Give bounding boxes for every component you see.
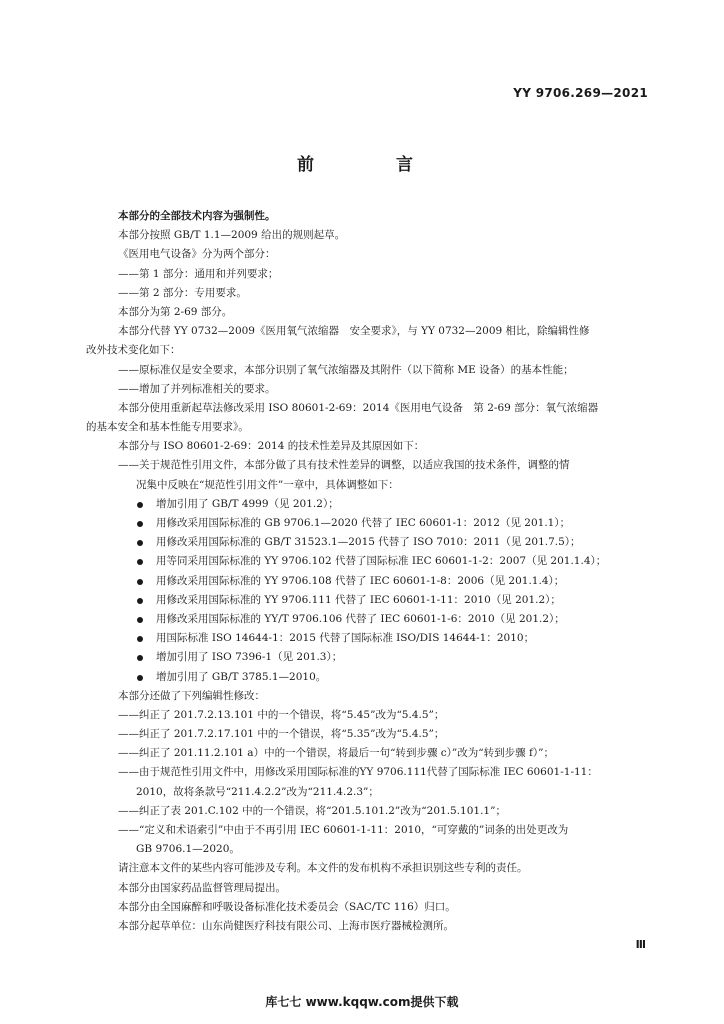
dash-item: ——关于规范性引用文件，本部分做了具有技术性差异的调整，以适应我国的技术条件，调整的情 xyxy=(118,459,570,472)
bullet-item xyxy=(112,552,644,571)
dash-item-continuation: 2010，故将条款号“211.4.2.2”改为“211.4.2.3”； xyxy=(136,785,379,798)
paragraph-line: 改外技术变化如下： xyxy=(86,344,181,357)
bullet-dot-icon xyxy=(137,502,143,508)
dash-item: ——纠正了 201.7.2.17.101 中的一个错误，将“5.35”改为“5.4.5”； xyxy=(118,728,445,741)
bullet-item xyxy=(112,533,644,552)
bullet-text: 用修改采用国际标准的 YY 9706.111 代替了 IEC 60601-1-11：2010（见 201.2）； xyxy=(156,593,561,606)
bullet-dot-icon xyxy=(137,598,143,604)
download-footer: 库七七 www.kqqw.com提供下载 xyxy=(265,995,459,1009)
mandatory-statement: 本部分的全部技术内容为强制性。 xyxy=(118,210,276,222)
bullet-item xyxy=(112,572,644,591)
bullet-text: 用修改采用国际标准的 GB/T 31523.1—2015 代替了 ISO 7010：2011（见 201.7.5）； xyxy=(156,536,581,549)
dash-item: ——纠正了表 201.C.102 中的一个错误，将“201.5.101.2”改为“201.5.101.1”； xyxy=(118,804,506,817)
dash-item: ——原标准仅是安全要求，本部分识别了氧气浓缩器及其附件（以下简称 ME 设备）的基本性能； xyxy=(118,363,574,376)
dash-item: ——纠正了 201.11.2.101 a）中的一个错误，将最后一句“转到步骤 c）”改为“转到步骤 f）”； xyxy=(118,747,554,760)
paragraph-line: 本部分为第 2-69 部分。 xyxy=(118,305,233,318)
dash-item: ——由于规范性引用文件中，用修改采用国际标准的YY 9706.111代替了国际标准 IEC 60601-1-11： xyxy=(118,766,598,779)
bullet-item xyxy=(112,495,644,514)
paragraph-line: 本部分代替 YY 0732—2009《医用氧气浓缩器 安全要求》，与 YY 0732—2009 相比，除编辑性修 xyxy=(118,325,590,338)
bullet-item xyxy=(112,629,644,648)
bullet-item xyxy=(112,514,644,533)
bullet-item xyxy=(112,668,644,687)
paragraph-line: 请注意本文件的某些内容可能涉及专利。本文件的发布机构不承担识别这些专利的责任。 xyxy=(118,862,528,875)
paragraph-line: 本部分与 ISO 80601-2-69：2014 的技术性差异及其原因如下： xyxy=(118,440,425,453)
dash-item: ——增加了并列标准相关的要求。 xyxy=(118,382,276,395)
bullet-item xyxy=(112,648,644,667)
paragraph-line: 本部分起草单位：山东尚健医疗科技有限公司、上海市医疗器械检测所。 xyxy=(118,919,454,932)
bullet-text: 增加引用了 GB/T 4999（见 201.2）； xyxy=(156,497,339,510)
dash-item: ——“定义和术语索引”中由于不再引用 IEC 60601-1-11：2010，“可穿戴的”词条的出处更改为 xyxy=(118,824,569,836)
dash-item-continuation: 况集中反映在“规范性引用文件”一章中，具体调整如下： xyxy=(136,478,399,491)
bullet-dot-icon xyxy=(137,579,143,585)
bullet-text: 用修改采用国际标准的 YY/T 9706.106 代替了 IEC 60601-1-6：2010（见 201.2）； xyxy=(156,612,565,625)
bullet-text: 增加引用了 ISO 7396-1（见 201.3）； xyxy=(156,651,343,664)
bullet-text: 增加引用了 GB/T 3785.1—2010。 xyxy=(156,670,327,683)
bullet-item xyxy=(112,610,644,629)
dash-item: ——第 2 部分：专用要求。 xyxy=(118,286,247,299)
foreword-body xyxy=(86,207,644,936)
paragraph-line: 本部分按照 GB/T 1.1—2009 给出的规则起草。 xyxy=(118,229,346,242)
dash-item: ——第 1 部分：通用和并列要求； xyxy=(118,267,279,280)
bullet-text: 用修改采用国际标准的 GB 9706.1—2020 代替了 IEC 60601-1：2012（见 201.1）； xyxy=(156,517,571,529)
paragraph-line: 《医用电气设备》分为两个部分： xyxy=(118,248,276,261)
dash-item-continuation: GB 9706.1—2020。 xyxy=(136,843,240,856)
bullet-item xyxy=(112,591,644,610)
paragraph-line: 本部分由全国麻醉和呼吸设备标准化技术委员会（SAC/TC 116）归口。 xyxy=(118,900,456,913)
bullet-dot-icon xyxy=(137,521,143,527)
bullet-dot-icon xyxy=(137,675,143,681)
bullet-text: 用修改采用国际标准的 YY 9706.108 代替了 IEC 60601-1-8：2006（见 201.1.4）； xyxy=(156,574,565,587)
paragraph-line: 本部分使用重新起草法修改采用 ISO 80601-2-69：2014《医用电气设备 第 2-69 部分：氧气浓缩器 xyxy=(118,401,599,414)
paragraph-line: 的基本安全和基本性能专用要求》。 xyxy=(86,421,249,434)
page-title: 前 言 xyxy=(297,155,451,175)
bullet-text: 用等同采用国际标准的 YY 9706.102 代替了国际标准 IEC 60601-1-2：2007（见 201.1.4）； xyxy=(156,555,607,568)
paragraph-line: 本部分还做了下列编辑性修改： xyxy=(118,689,265,702)
dash-item: ——纠正了 201.7.2.13.101 中的一个错误，将“5.45”改为“5.4.5”； xyxy=(118,708,445,721)
page-number: Ⅲ xyxy=(635,938,646,951)
bullet-dot-icon xyxy=(137,617,143,623)
standard-code: YY 9706.269—2021 xyxy=(513,86,648,100)
paragraph-line: 本部分由国家药品监督管理局提出。 xyxy=(118,881,286,894)
bullet-text: 用国际标准 ISO 14644-1：2015 代替了国际标准 ISO/DIS 14644-1：2010； xyxy=(156,632,535,645)
